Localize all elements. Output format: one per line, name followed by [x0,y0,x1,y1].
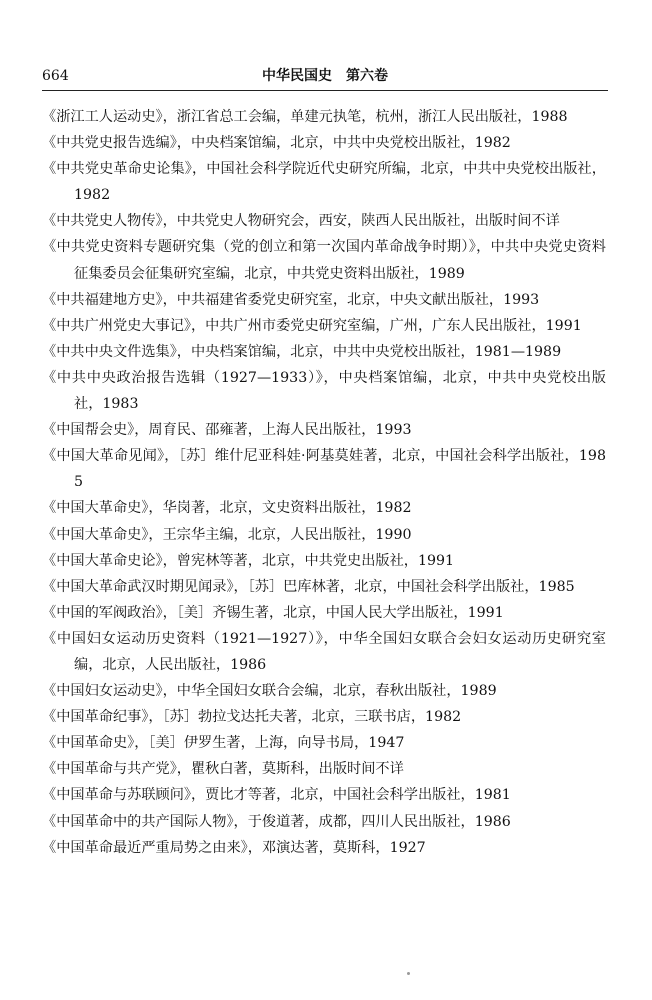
bibliography-entry: 《浙江工人运动史》，浙江省总工会编，单建元执笔，杭州，浙江人民出版社，1988 [42,109,568,125]
bibliography-entry: 《中国大革命武汉时期见闻录》，［苏］巴库林著，北京，中国社会科学出版社，1985 [42,578,575,595]
bibliography-entry: 《中国大革命史》，王宗华主编，北京，人民出版社，1990 [42,526,412,543]
bibliography-entry: 《中国帮会史》，周育民、邵雍著，上海人民出版社，1993 [42,422,412,439]
bibliography-entry: 《中共福建地方史》，中共福建省委党史研究室，北京，中央文献出版社，1993 [42,291,540,308]
bibliography-entry: 《中国妇女运动历史资料（1921—1927）》，中华全国妇女联合会妇女运动历史研究室编，北京，人民出版社，1986 [42,630,606,673]
bibliography-entry: 《中国大革命史》，华岗著，北京，文史资料出版社，1982 [42,500,412,517]
bibliography-entry: 《中共党史资料专题研究集（党的创立和第一次国内革命战争时期）》，中共中央党史资料征集委员会征集研究室编，北京，中共党史资料出版社，1989 [42,239,606,282]
bibliography-entry: 《中国妇女运动史》，中华全国妇女联合会编，北京，春秋出版社，1989 [42,683,497,700]
running-title: 中华民国史 第六卷 [262,68,388,84]
bibliography-entry: 《中国革命与苏联顾问》，贾比才等著，北京，中国社会科学出版社，1981 [42,787,511,804]
bibliography-entry: 《中国大革命见闻》，［苏］维什尼亚科娃·阿基莫娃著，北京，中国社会科学出版社，1985 [42,448,606,491]
bibliography-entry: 《中国大革命史论》，曾宪林等著，北京，中共党史出版社，1991 [42,552,455,569]
bibliography-entry: 《中国革命与共产党》，瞿秋白著，莫斯科，出版时间不详 [42,761,404,778]
bibliography-entry: 《中共党史人物传》，中共党史人物研究会，西安，陕西人民出版社，出版时间不详 [42,213,560,230]
bibliography-entry: 《中共中央政治报告选辑（1927—1933）》，中央档案馆编，北京，中共中央党校出版社，1983 [42,369,606,413]
bibliography-entry: 《中共中央文件选集》，中央档案馆编，北京，中共中央党校出版社，1981—1989 [42,343,562,360]
bibliography-entry: 《中共广州党史大事记》，中共广州市委党史研究室编，广州，广东人民出版社，1991 [42,317,582,334]
bibliography-entry: 《中国革命中的共产国际人物》，于俊道著，成都，四川人民出版社，1986 [42,813,511,830]
bibliography-list [42,104,606,861]
bibliography-entry: 《中国革命史》，［美］伊罗生著，上海，向导书局，1947 [42,735,405,752]
bibliography-entry: 《中国革命纪事》，［苏］勃拉戈达托夫著，北京，三联书店，1982 [42,709,462,726]
page-number: 664 [42,68,69,84]
bibliography-entry: 《中共党史革命史论集》，中国社会科学院近代史研究所编，北京，中共中央党校出版社，1982 [42,161,606,204]
header-rule [42,90,608,91]
scan-speck [407,972,410,975]
bibliography-entry: 《中国革命最近严重局势之由来》，邓演达著，莫斯科，1927 [42,839,426,856]
bibliography-entry: 《中国的军阀政治》，［美］齐锡生著，北京，中国人民大学出版社，1991 [42,604,504,621]
bibliography-entry: 《中共党史报告选编》，中央档案馆编，北京，中共中央党校出版社，1982 [42,135,511,152]
